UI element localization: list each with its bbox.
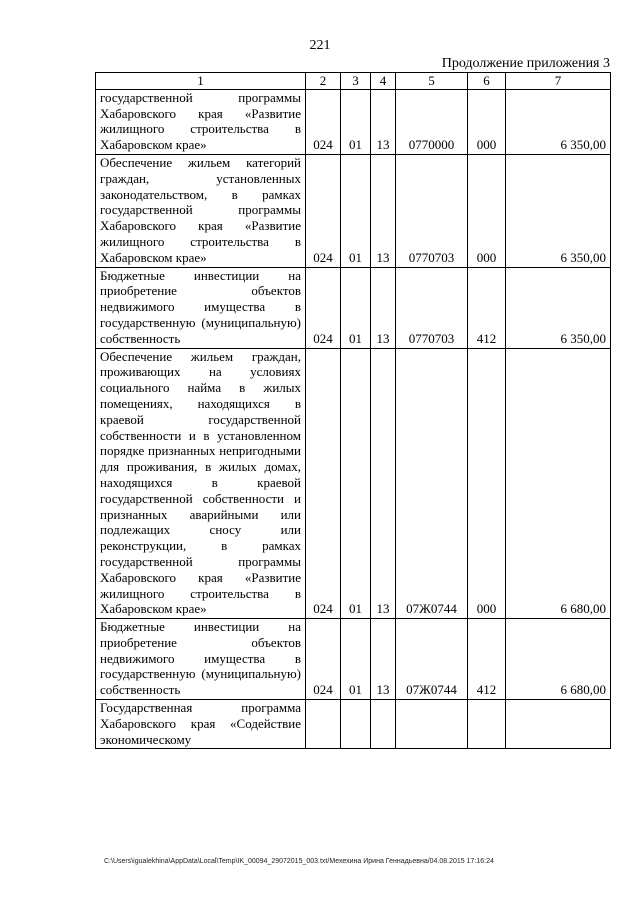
page-number: 221 xyxy=(309,38,331,53)
cell-expense-type: 412 xyxy=(468,267,506,348)
row-name: Бюджетные инвестиции на приобретение объектов недвижимого имущества в государственную (муниципальную) собственность xyxy=(96,267,306,348)
footer-file-path: C:\Users\igualekhina\AppData\Local\Temp\IK_00094_29072015_003.txt/Мехехина Ирина Геннадьевна/04.08.2015 17:16:24 xyxy=(104,858,494,865)
table-row xyxy=(96,154,611,267)
column-header: 6 xyxy=(468,73,506,90)
cell-subsection: 13 xyxy=(371,348,396,619)
cell-section: 01 xyxy=(341,348,371,619)
cell-target-article: 0770000 xyxy=(396,89,468,154)
cell-expense-type: 412 xyxy=(468,619,506,700)
table-row xyxy=(96,700,611,749)
cell-expense-type: 000 xyxy=(468,89,506,154)
cell-amount xyxy=(506,700,611,749)
cell-amount: 6 350,00 xyxy=(506,154,611,267)
row-name: государственной программы Хабаровского края «Развитие жилищного строительства в Хабаровском крае» xyxy=(96,89,306,154)
cell-admin-code: 024 xyxy=(306,348,341,619)
cell-target-article: 07Ж0744 xyxy=(396,348,468,619)
cell-section: 01 xyxy=(341,267,371,348)
row-name: Бюджетные инвестиции на приобретение объектов недвижимого имущества в государственную (муниципальную) собственность xyxy=(96,619,306,700)
cell-target-article: 0770703 xyxy=(396,267,468,348)
cell-amount: 6 680,00 xyxy=(506,619,611,700)
cell-section: 01 xyxy=(341,619,371,700)
cell-target-article: 0770703 xyxy=(396,154,468,267)
cell-section xyxy=(341,700,371,749)
column-header: 7 xyxy=(506,73,611,90)
cell-amount: 6 350,00 xyxy=(506,267,611,348)
cell-target-article: 07Ж0744 xyxy=(396,619,468,700)
cell-subsection: 13 xyxy=(371,619,396,700)
row-name: Обеспечение жильем категорий граждан, установленных законодательством, в рамках государственной программы Хабаровского края «Развитие жилищного строительства в Хабаровском крае» xyxy=(96,154,306,267)
table-row xyxy=(96,619,611,700)
cell-admin-code: 024 xyxy=(306,267,341,348)
cell-subsection: 13 xyxy=(371,89,396,154)
table-row xyxy=(96,267,611,348)
header-row xyxy=(96,73,611,90)
cell-section: 01 xyxy=(341,89,371,154)
cell-amount: 6 350,00 xyxy=(506,89,611,154)
cell-expense-type xyxy=(468,700,506,749)
cell-target-article xyxy=(396,700,468,749)
table-row xyxy=(96,348,611,619)
cell-admin-code: 024 xyxy=(306,619,341,700)
cell-expense-type: 000 xyxy=(468,154,506,267)
column-header: 5 xyxy=(396,73,468,90)
row-name: Государственная программа Хабаровского края «Содействие экономическому xyxy=(96,700,306,749)
column-header: 4 xyxy=(371,73,396,90)
table-row xyxy=(96,89,611,154)
row-name: Обеспечение жильем граждан, проживающих на условиях социального найма в жилых помещениях, находящихся в краевой государственной собственности и в установленном порядке признанных непригодными для проживания, в жилых домах, находящихся в краевой государственной собственности и признанных аварийными или подлежащих сносу или реконструкции, в рамках государственной программы Хабаровского края «Развитие жилищного строительства в Хабаровском крае» xyxy=(96,348,306,619)
cell-section: 01 xyxy=(341,154,371,267)
continuation-label: Продолжение приложения 3 xyxy=(441,56,610,71)
column-header: 3 xyxy=(341,73,371,90)
cell-admin-code: 024 xyxy=(306,89,341,154)
budget-table xyxy=(95,72,611,749)
cell-admin-code: 024 xyxy=(306,154,341,267)
cell-subsection: 13 xyxy=(371,267,396,348)
cell-amount: 6 680,00 xyxy=(506,348,611,619)
cell-subsection: 13 xyxy=(371,154,396,267)
cell-expense-type: 000 xyxy=(468,348,506,619)
cell-subsection xyxy=(371,700,396,749)
cell-admin-code xyxy=(306,700,341,749)
column-header: 1 xyxy=(96,73,306,90)
column-header: 2 xyxy=(306,73,341,90)
